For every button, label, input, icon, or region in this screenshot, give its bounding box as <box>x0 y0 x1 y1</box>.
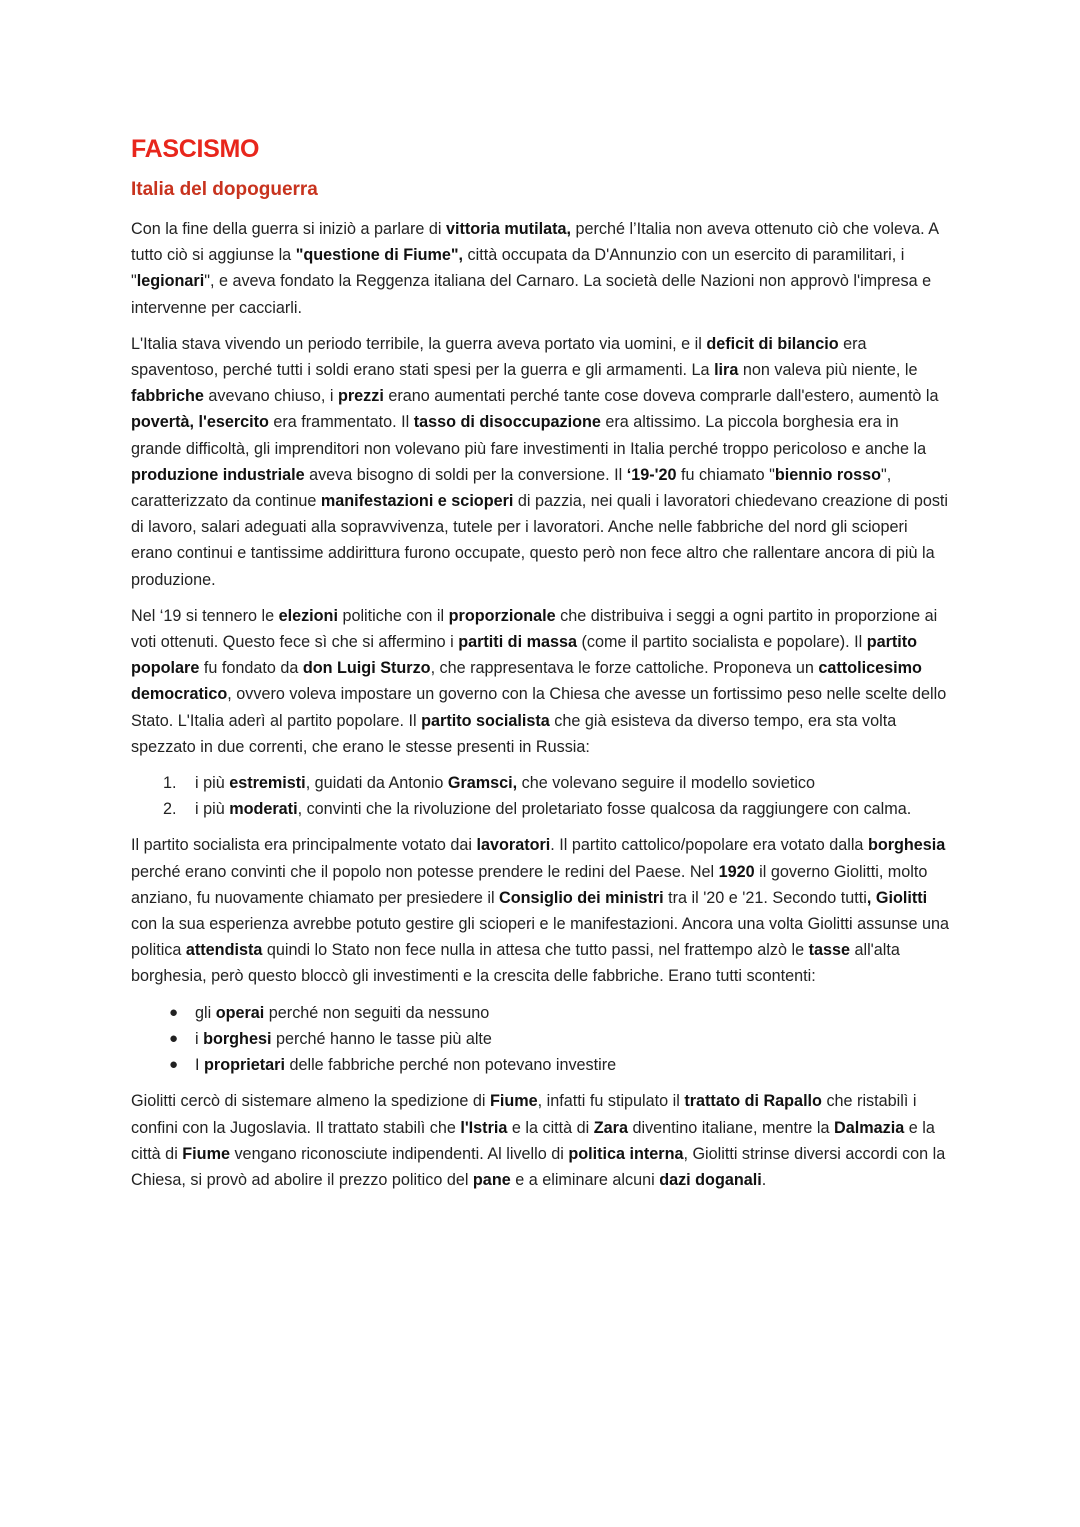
bullet-icon: ● <box>169 1056 179 1074</box>
bold-term: Fiume <box>490 1092 538 1111</box>
list-item-text: i più estremisti, guidati da Antonio Gramsci, che volevano seguire il modello sovietico <box>195 774 816 793</box>
bullet-list-scontenti <box>131 1000 953 1079</box>
list-number: 2. <box>163 800 177 819</box>
bold-term: estremisti <box>229 774 306 793</box>
bold-term: proprietari <box>204 1056 285 1075</box>
document-page <box>131 132 953 1203</box>
bold-term: attendista <box>185 941 263 960</box>
bold-term: borghesia <box>867 836 946 855</box>
bold-term: produzione industriale <box>131 465 305 484</box>
bold-term: Dalmazia <box>834 1118 905 1137</box>
bold-term: tasso di disoccupazione <box>413 413 601 432</box>
list-item-text: gli operai perché non seguiti da nessuno <box>195 1003 490 1022</box>
bullet-list-item <box>131 1052 953 1078</box>
list-item-text: I proprietari delle fabbriche perché non potevano investire <box>195 1056 617 1075</box>
bold-term: dazi doganali <box>659 1170 762 1189</box>
bullet-list-item <box>131 1000 953 1026</box>
bold-term: manifestazioni e scioperi <box>320 492 514 511</box>
paragraph-vittoria-mutilata: Con la fine della guerra si iniziò a parlare di vittoria mutilata, perché l’Italia non aveva ottenuto ciò che voleva. A tutto ciò si aggiunse la "questione di Fiume", città occupata da D'Annunzio con un esercito di paramilitari, i "legionari", e aveva fondato la Reggenza italiana del Carnaro. La società delle Nazioni non approvò l'impresa e intervenne per cacciarli. <box>131 220 939 317</box>
bold-term: operai <box>215 1003 265 1022</box>
bold-term: prezzi <box>337 387 384 406</box>
paragraph-giolitti: Il partito socialista era principalmente votato dai lavoratori. Il partito cattolico/popolare era votato dalla borghesia perché erano convinti che il popolo non potesse prendere le redini del Paese. Nel 1920 il governo Giolitti, molto anziano, fu nuovamente chiamato per presiedere il Consiglio dei ministri tra il '20 e '21. Secondo tutti, Giolitti con la sua esperienza avrebbe potuto gestire gli scioperi e le manifestazioni. Ancora una volta Giolitti assunse una politica attendista quindi lo Stato non fece nulla in attesa che tutto passi, nel frattempo alzò le tasse all'alta borghesia, però questo bloccò gli investimenti e la crescita delle fabbriche. Erano tutti scontenti: <box>131 836 949 986</box>
bold-term: povertà, l'esercito <box>131 413 269 432</box>
bold-term: partiti di massa <box>458 633 577 652</box>
bold-term: proporzionale <box>448 606 556 625</box>
bold-term: Consiglio dei ministri <box>499 888 664 907</box>
bullet-icon: ● <box>169 1029 179 1047</box>
bullet-icon: ● <box>169 1003 179 1021</box>
numbered-list-item <box>131 770 953 796</box>
bold-term: tasse <box>808 941 850 960</box>
bold-term: lavoratori <box>476 836 551 855</box>
bold-term: vittoria mutilata, <box>445 220 571 238</box>
bold-term: partito popolare <box>131 633 918 678</box>
paragraph-crisi-economica: L'Italia stava vivendo un periodo terribile, la guerra aveva portato via uomini, e il deficit di bilancio era spaventoso, perché tutti i soldi erano stati spesi per la guerra e gli armamenti. La lira non valeva più niente, le fabbriche avevano chiuso, i prezzi erano aumentati perché tante cose doveva comprarle dall'estero, aumentò la povertà, l'esercito era frammentato. Il tasso di disoccupazione era altissimo. La piccola borghesia era in grande difficoltà, gli imprenditori non volevano più fare investimenti in Italia perché troppo pericoloso e anche la produzione industriale aveva bisogno di soldi per la conversione. Il ‘19-'20 fu chiamato "biennio rosso", caratterizzato da continue manifestazioni e scioperi di pazzia, nei quali i lavoratori chiedevano creazione di posti di lavoro, salari adeguati alla sopravvivenza, tutele per i lavoratori. Anche nelle fabbriche del nord gli scioperi erano continui e tantissime addirittura furono occupate, questo però non fece altro che rallentare ancora di più la produzione. <box>131 334 949 589</box>
bold-term: Zara <box>593 1118 628 1137</box>
paragraph-elezioni: Nel ‘19 si tennero le elezioni politiche con il proporzionale che distribuiva i seggi a ogni partito in proporzione ai voti ottenuti. Questo fece sì che si affermino i partiti di massa (come il partito socialista e popolare). Il partito popolare fu fondato da don Luigi Sturzo, che rappresentava le forze cattoliche. Proponeva un cattolicesimo democratico, ovvero voleva impostare un governo con la Chiesa che avesse un fortissimo peso nelle scelte dello Stato. L'Italia aderì al partito popolare. Il partito socialista che già esisteva da diverso tempo, era sta volta spezzato in due correnti, che erano le stesse presenti in Russia: <box>131 606 947 756</box>
bold-term: 1920 <box>718 862 755 881</box>
list-item-text: i borghesi perché hanno le tasse più alte <box>195 1029 492 1048</box>
bold-term: , Giolitti <box>866 888 928 907</box>
bold-term: lira <box>714 361 739 380</box>
bold-term: borghesi <box>203 1029 272 1048</box>
bold-term: partito socialista <box>421 711 550 730</box>
bold-term: ‘19-'20 <box>626 465 677 484</box>
bullet-list-item <box>131 1026 953 1052</box>
paragraph-trattato-rapallo: Giolitti cercò di sistemare almeno la spedizione di Fiume, infatti fu stipulato il trattato di Rapallo che ristabilì i confini con la Jugoslavia. Il trattato stabilì che l'Istria e la città di Zara diventino italiane, mentre la Dalmazia e la città di Fiume vengano riconosciute indipendenti. Al livello di politica interna, Giolitti strinse diversi accordi con la Chiesa, si provò ad abolire il prezzo politico del pane e a eliminare alcuni dazi doganali. <box>131 1092 946 1189</box>
numbered-list-item <box>131 796 953 822</box>
bold-term: cattolicesimo democratico <box>131 659 922 704</box>
bold-term: Fiume <box>182 1144 230 1163</box>
bold-term: fabbriche <box>131 387 204 406</box>
numbered-list-correnti <box>131 770 953 822</box>
bold-term: deficit di bilancio <box>706 334 839 353</box>
bold-term: elezioni <box>278 606 338 625</box>
list-number: 1. <box>163 774 177 793</box>
bold-term: don Luigi Sturzo <box>302 659 431 678</box>
bold-term: biennio rosso <box>774 465 882 484</box>
list-item-text: i più moderati, convinti che la rivoluzione del proletariato fosse qualcosa da raggiungere con calma. <box>195 800 912 819</box>
bold-term: Gramsci, <box>447 774 518 793</box>
document-title: FASCISMO <box>131 135 260 163</box>
section-heading: Italia del dopoguerra <box>131 179 318 200</box>
bold-term: moderati <box>229 800 298 819</box>
bold-term: trattato di Rapallo <box>684 1092 822 1111</box>
bold-term: pane <box>472 1170 511 1189</box>
bold-term: "questione di Fiume", <box>295 246 464 265</box>
bold-term: legionari <box>136 272 205 291</box>
bold-term: l'Istria <box>460 1118 508 1137</box>
bold-term: politica interna <box>568 1144 684 1163</box>
